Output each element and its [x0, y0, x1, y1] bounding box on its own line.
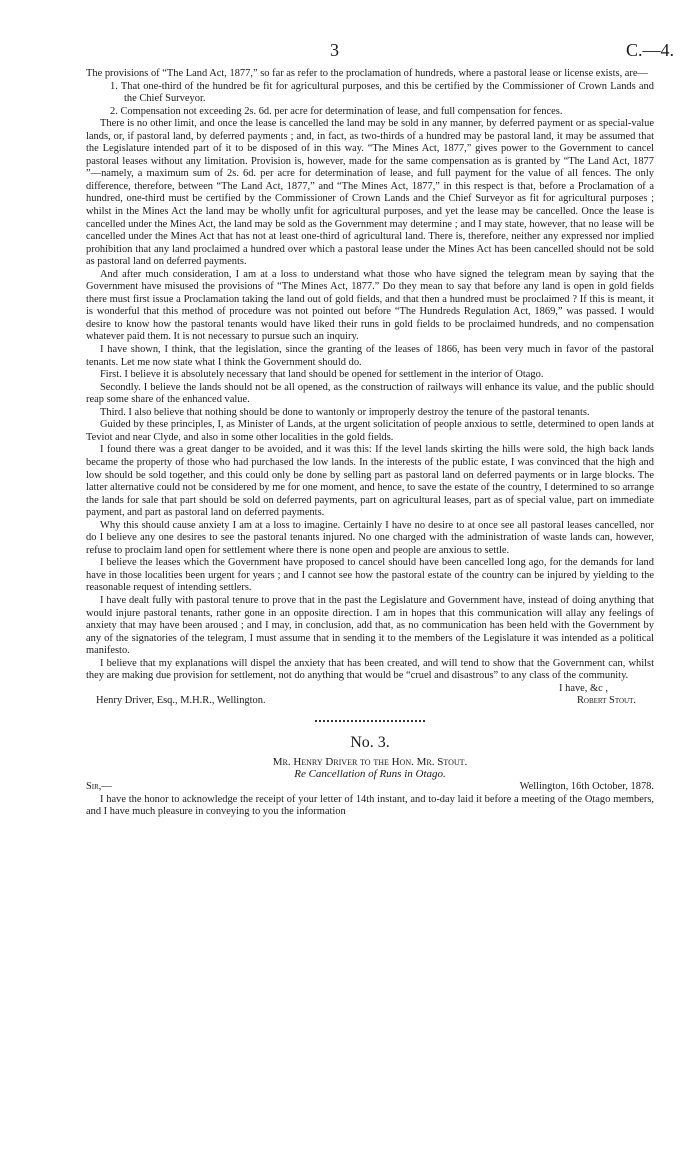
paragraph: Secondly. I believe the lands should not be all opened, as the construction of railways will enhance its value, and the public should reap some share of the enhanced value. [86, 381, 654, 406]
section-subject [86, 768, 654, 781]
paragraph: I believe the leases which the Government have proposed to cancel should have been cancelled long ago, for the demands for land have in those localities been urgent for years ; and I cannot see how the pastoral estate of the country can be injured by yielding to the reasonable request of intending settlers. [86, 557, 654, 594]
document-body [86, 68, 654, 819]
paragraph: Why this should cause anxiety I am at a loss to imagine. Certainly I have no desire to at once see all pastoral leases cancelled, nor do I believe any one desires to see the pastoral tenants injured. No one charged with the administration of waste lands can, however, refuse to proclaim land open for settlement where there is none open and people are anxious to settle. [86, 519, 654, 556]
signature-row [86, 695, 654, 708]
paragraph: I have dealt fully with pastoral tenure to prove that in the past the Legislature and Government have, instead of doing anything that would injure pastoral tenants, rather gone in an opposite direction. I am in hopes that this communication will allay any feelings of anxiety that may have been aroused ; and I may, in conclusion, add that, as no communication has been held with the Government by any of the signatories of the telegram, I must assume that in sending it to the members of the Legislature it was intended as a political manifesto. [86, 594, 654, 657]
addressee: Henry Driver, Esq., M.H.R., Wellington. [96, 695, 266, 707]
closing-formula: I have, &c , [559, 682, 608, 694]
place-date: Wellington, 16th October, 1878. [519, 780, 654, 792]
section-heading [86, 732, 654, 781]
list-item: 1. That one-third of the hundred be fit for agricultural purposes, and this be certified by the Commissioner of Crown Lands and the Chief Surveyor. [110, 80, 654, 105]
paragraph: I have shown, I think, that the legislation, since the granting of the leases of 1866, has been very much in favor of the pastoral tenants. Let me now state what I think the Government should do. [86, 344, 654, 368]
paragraph: And after much consideration, I am at a loss to understand what those who have signed the telegram mean by saying that the Government have misused the provisions of “The Mines Act, 1877.” Do they mean to say that before any land is open in gold fields there must first issue a Proclamation taking the land out of gold fields, and that then a hundred must be proclaimed ? If this is meant, it is wonderful that this method of procedure was not pointed out before “The Hundreds Regulation Act, 1869,” was passed. I would desire to know how the pastoral tenants would have liked their runs in gold fields to be proclaimed hundreds, and no compensation whatever paid them. It is not necessary to pursue such an inquiry. [86, 268, 654, 343]
document-reference: C.—4. [625, 40, 674, 60]
paragraph: Guided by these principles, I, as Minister of Lands, at the urgent solicitation of people anxious to settle, determined to open lands at Teviot and near Clyde, and also in some other localities in the gold fields. [86, 419, 654, 443]
paragraph: I believe that my explanations will dispel the anxiety that has been created, and will tend to show that the Government can, whilst they are making due provision for settlement, not do anything that would be “cruel and disastrous” to any class of the community. [86, 657, 654, 682]
section-from-line: Mr. Henry Driver to the Hon. Mr. Stout. [272, 755, 468, 768]
page-number: 3 [330, 40, 339, 60]
salutation-row [86, 781, 654, 794]
section-number: No. 3. [350, 733, 390, 751]
list-item: 2. Compensation not exceeding 2s. 6d. per acre for determination of lease, and full compensation for fences. [110, 105, 563, 117]
paragraph: Third. I also believe that nothing should be done to wantonly or improperly destroy the tenure of the pastoral tenants. [100, 406, 590, 418]
salutation: Sir,— [86, 780, 112, 792]
paragraph: First. I believe it is absolutely necessary that land should be opened for settlement in the interior of Otago. [100, 369, 544, 381]
section-divider [315, 720, 425, 722]
paragraph-intro: The provisions of “The Land Act, 1877,” so far as refer to the proclamation of hundreds, where a pastoral lease or license exists, are— [86, 68, 648, 79]
signature: Robert Stout. [576, 695, 636, 707]
paragraph: I found there was a great danger to be avoided, and it was this: If the level lands skirting the hills were sold, the high back lands became the property of those who had purchased the low lands. In the interests of the public estate, I was convinced that the high and low should be sold together, and this could only be done by selling part as pastoral land on deferred payments or in large blocks. The latter alternative could not be considered by me for one moment, and hence, to save the estate of the country, I determined to so arrange the lands for sale that part should be sold on deferred payments, part on agricultural leases, part as of special value, part on immediate payment, and part as pastoral land on deferred payments. [86, 444, 654, 519]
subject-text: Cancellation of Runs in Otago. [308, 768, 446, 781]
closing-formula-row [86, 683, 654, 696]
paragraph: There is no other limit, and once the lease is cancelled the land may be sold in any manner, by deferred payment or as special-value lands, or, if pastoral land, by deferred payments ; and, in fact, as two-thirds of a hundred may be pastoral land, it may be assumed that the Legislature intended part of it to be disposed of in this way. “The Mines Act, 1877,” gives power to the Government to cancel pastoral leases without any limitation. Provision is, however, made for the same compensation as is granted by “The Land Act, 1877 ”—namely, a maximum sum of 2s. 6d. per acre for determination of lease, and full payment for the value of all fences. The only difference, therefore, between “The Land Act, 1877,” and “The Mines Act, 1877,” in this respect is that, before a Proclamation of a hundred, one-third must be certified by the Commissioner of Crown Lands and the Chief Surveyor as fit for agricultural purposes ; whilst in the Mines Act the land may be wholly unfit for agricultural purposes, and yet the lease may be cancelled. Once the lease is cancelled under the Mines Act, the land may be sold as the Government may determine ; and I may state, however, that no lease will be cancelled under the Mines Act that has not at least one-third of agricultural land. There is, therefore, neither any expressed nor implied prohibition that any land proclaimed a hundred over which a pastoral lease under the Mines Act has been cancelled should not be sold as pastoral land on deferred payments. [86, 118, 654, 268]
subject-label: Re [294, 768, 306, 781]
letter-opening: I have the honor to acknowledge the receipt of your letter of 14th instant, and to-day laid it before a meeting of the Otago members, and I have much pleasure in conveying to you the information [86, 793, 654, 818]
page-header [0, 40, 700, 60]
